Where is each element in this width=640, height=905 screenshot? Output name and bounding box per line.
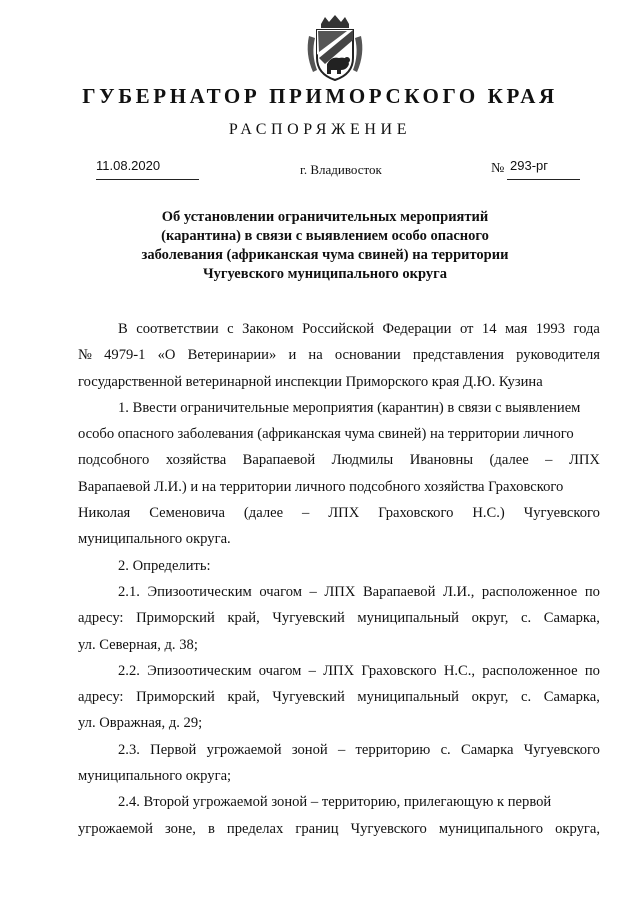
document-date: 11.08.2020	[96, 158, 161, 173]
title-line: заболевания (африканская чума свиней) на территории	[141, 247, 509, 263]
body-line: 1. Ввести ограничительные мероприятия (карантин) в связи с выявлением	[118, 399, 581, 416]
body-line: подсобного хозяйства Варапаевой Людмилы Ивановны (далее – ЛПХ	[78, 452, 600, 469]
document-body	[78, 319, 600, 845]
body-line: Николая Семеновича (далее – ЛПХ Граховского Н.С.) Чугуевского	[78, 505, 600, 522]
primorsky-krai-coat-of-arms-icon	[297, 14, 373, 82]
body-line: ул. Овражная, д. 29;	[78, 715, 203, 732]
body-line: № 4979-1 «О Ветеринарии» и на основании представления руководителя	[78, 347, 600, 364]
body-line: адресу: Приморский край, Чугуевский муниципальный округ, с. Самарка,	[78, 689, 600, 706]
body-line: особо опасного заболевания (африканская чума свиней) на территории личного	[78, 426, 574, 443]
body-line: ул. Северная, д. 38;	[78, 636, 198, 653]
document-number: 293-рг	[510, 158, 548, 173]
document-date-field	[96, 157, 199, 180]
body-line: 2.3. Первой угрожаемой зоной – территорию с. Самарка Чугуевского	[118, 741, 600, 758]
document-title	[110, 208, 540, 284]
body-line: В соответствии с Законом Российской Федерации от 14 мая 1993 года	[118, 321, 600, 337]
body-line: Варапаевой Л.И.) и на территории личного подсобного хозяйства Граховского	[78, 478, 564, 495]
body-line: государственной ветеринарной инспекции Приморского края Д.Ю. Кузина	[78, 373, 543, 390]
body-line: адресу: Приморский край, Чугуевский муниципальный округ, с. Самарка,	[78, 610, 600, 627]
body-line: 2.4. Второй угрожаемой зоной – территорию, прилегающую к первой	[118, 794, 552, 811]
body-line: 2. Определить:	[118, 557, 211, 574]
title-line: Чугуевского муниципального округа	[202, 266, 447, 282]
document-type: РАСПОРЯЖЕНИЕ	[228, 121, 412, 138]
body-line: 2.1. Эпизоотическим очагом – ЛПХ Варапаевой Л.И., расположенное по	[118, 583, 600, 600]
title-line: (карантина) в связи с выявлением особо опасного	[161, 228, 489, 244]
body-line: муниципального округа;	[78, 768, 232, 785]
body-line: 2.2. Эпизоотическим очагом – ЛПХ Граховского Н.С., расположенное по	[118, 662, 600, 679]
document-number-field	[507, 157, 580, 180]
document-city: г. Владивосток	[300, 162, 382, 177]
number-sign: №	[491, 161, 505, 176]
title-line: Об установлении ограничительных мероприятий	[161, 209, 489, 225]
body-line: угрожаемой зоне, в пределах границ Чугуевского муниципального округа,	[78, 820, 600, 837]
body-line: муниципального округа.	[78, 531, 231, 548]
issuing-authority: ГУБЕРНАТОР ПРИМОРСКОГО КРАЯ	[82, 84, 558, 108]
